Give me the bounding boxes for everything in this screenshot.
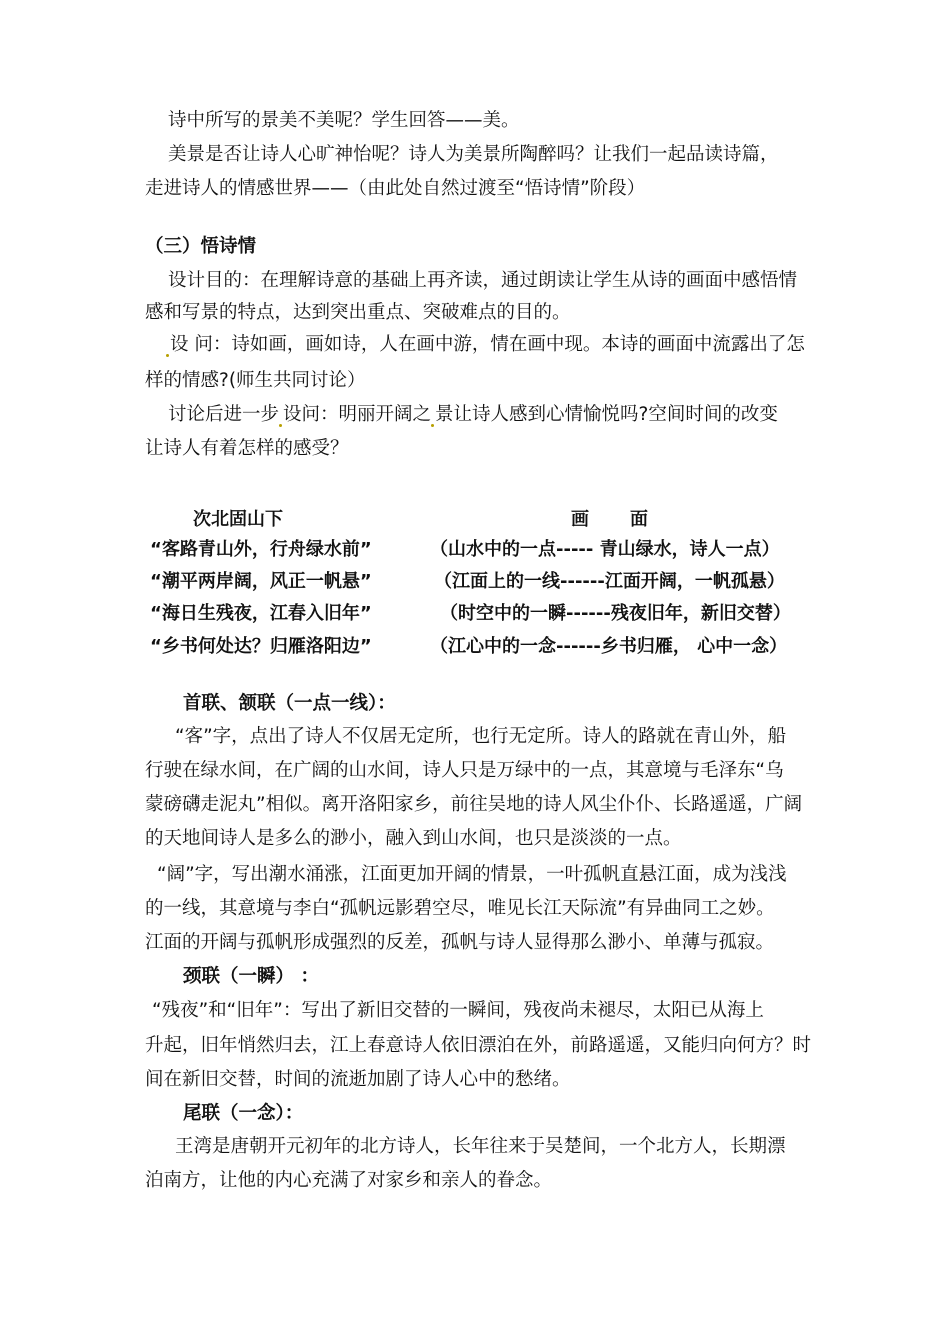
design-purpose-line-1: 设计目的：在理解诗意的基础上再齐读，通过朗读让学生从诗的画面中感悟情 [168,270,798,291]
analysis-paragraph-1-line-2: 行驶在绿水间，在广阔的山水间，诗人只是万绿中的一点，其意境与毛泽东“乌 [145,760,784,781]
edit-mark-icon [431,424,434,427]
intro-paragraph-2-line-2: 走进诗人的情感世界——（由此处自然过渡至“悟诗情”阶段） [145,178,646,199]
image-description: （江面上的一线------江面开阔，一帆孤悬） [434,571,785,592]
analysis-paragraph-2-line-3: 江面的开阔与孤帆形成强烈的反差，孤帆与诗人显得那么渺小、单薄与孤寂。 [145,932,775,953]
question-1-line-2: 样的情感?(师生共同讨论） [145,370,366,391]
edit-mark-icon [166,354,169,357]
analysis-paragraph-3-line-2: 升起，旧年悄然归去，江上春意诗人依旧漂泊在外，前路遥遥，又能归向何方？时 [145,1035,812,1056]
poem-line: “乡书何处达？归雁洛阳边” [150,636,372,657]
poem-line: “海日生残夜，江春入旧年” [150,603,372,624]
analysis-paragraph-2-line-2: 的一线，其意境与李白“孤帆远影碧空尽，唯见长江天际流”有异曲同工之妙。 [145,898,775,919]
section-heading: （三）悟诗情 [145,236,257,257]
analysis-paragraph-1-line-1: “客”字，点出了诗人不仅居无定所，也行无定所。诗人的路就在青山外，船 [175,726,787,747]
analysis-paragraph-3-line-1: “残夜”和“旧年”：写出了新旧交替的一瞬间，残夜尚未褪尽，太阳已从海上 [152,1000,764,1021]
design-purpose-line-2: 感和写景的特点，达到突出重点、突破难点的目的。 [145,302,571,323]
analysis-paragraph-1-line-3: 蒙磅礴走泥丸”相似。离开洛阳家乡，前往吴地的诗人风尘仆仆、长路遥遥，广阔 [145,794,803,815]
image-description: （山水中的一点----- 青山绿水，诗人一点） [430,539,780,560]
poem-line: “客路青山外，行舟绿水前” [150,539,372,560]
question-2-line-1: 讨论后进一步 设问：明丽开阔之 景让诗人感到心情愉悦吗?空间时间的改变 [168,404,778,425]
edit-mark-icon [279,424,282,427]
analysis-paragraph-1-line-4: 的天地间诗人是多么的渺小，融入到山水间，也只是淡淡的一点。 [145,828,682,849]
image-description: （江心中的一念------乡书归雁， 心中一念） [430,636,788,657]
image-description: （时空中的一瞬------残夜旧年，新旧交替） [440,603,791,624]
poem-line: “潮平两岸阔，风正一帆悬” [150,571,372,592]
analysis-paragraph-4-line-1: 王湾是唐朝开元初年的北方诗人，长年往来于吴楚间，一个北方人，长期漂 [175,1136,786,1157]
analysis-paragraph-4-line-2: 泊南方，让他的内心充满了对家乡和亲人的眷念。 [145,1170,553,1191]
subheading-first-couplets: 首联、颔联（一点一线）： [183,693,396,714]
question-1-line-1: 设 问：诗如画，画如诗，人在画中游，情在画中现。本诗的画面中流露出了怎 [166,330,805,360]
column-heading-2: 面 [630,509,648,530]
intro-paragraph-2-line-1: 美景是否让诗人心旷神怡呢？诗人为美景所陶醉吗？让我们一起品读诗篇， [168,144,779,165]
analysis-paragraph-3-line-3: 间在新旧交替，时间的流逝加剧了诗人心中的愁绪。 [145,1069,571,1090]
column-heading-1: 画 [571,509,589,530]
question-2-line-2: 让诗人有着怎样的感受？ [145,438,349,459]
analysis-paragraph-2-line-1: “阔”字，写出潮水涌涨，江面更加开阔的情景，一叶孤帆直悬江面，成为浅浅 [157,864,787,885]
subheading-neck-couplet: 颈联（一瞬） ： [183,966,319,987]
subheading-tail-couplet: 尾联（一念）： [183,1103,304,1124]
intro-paragraph-1: 诗中所写的景美不美呢？学生回答——美。 [168,110,520,131]
poem-title: 次北固山下 [193,509,283,530]
